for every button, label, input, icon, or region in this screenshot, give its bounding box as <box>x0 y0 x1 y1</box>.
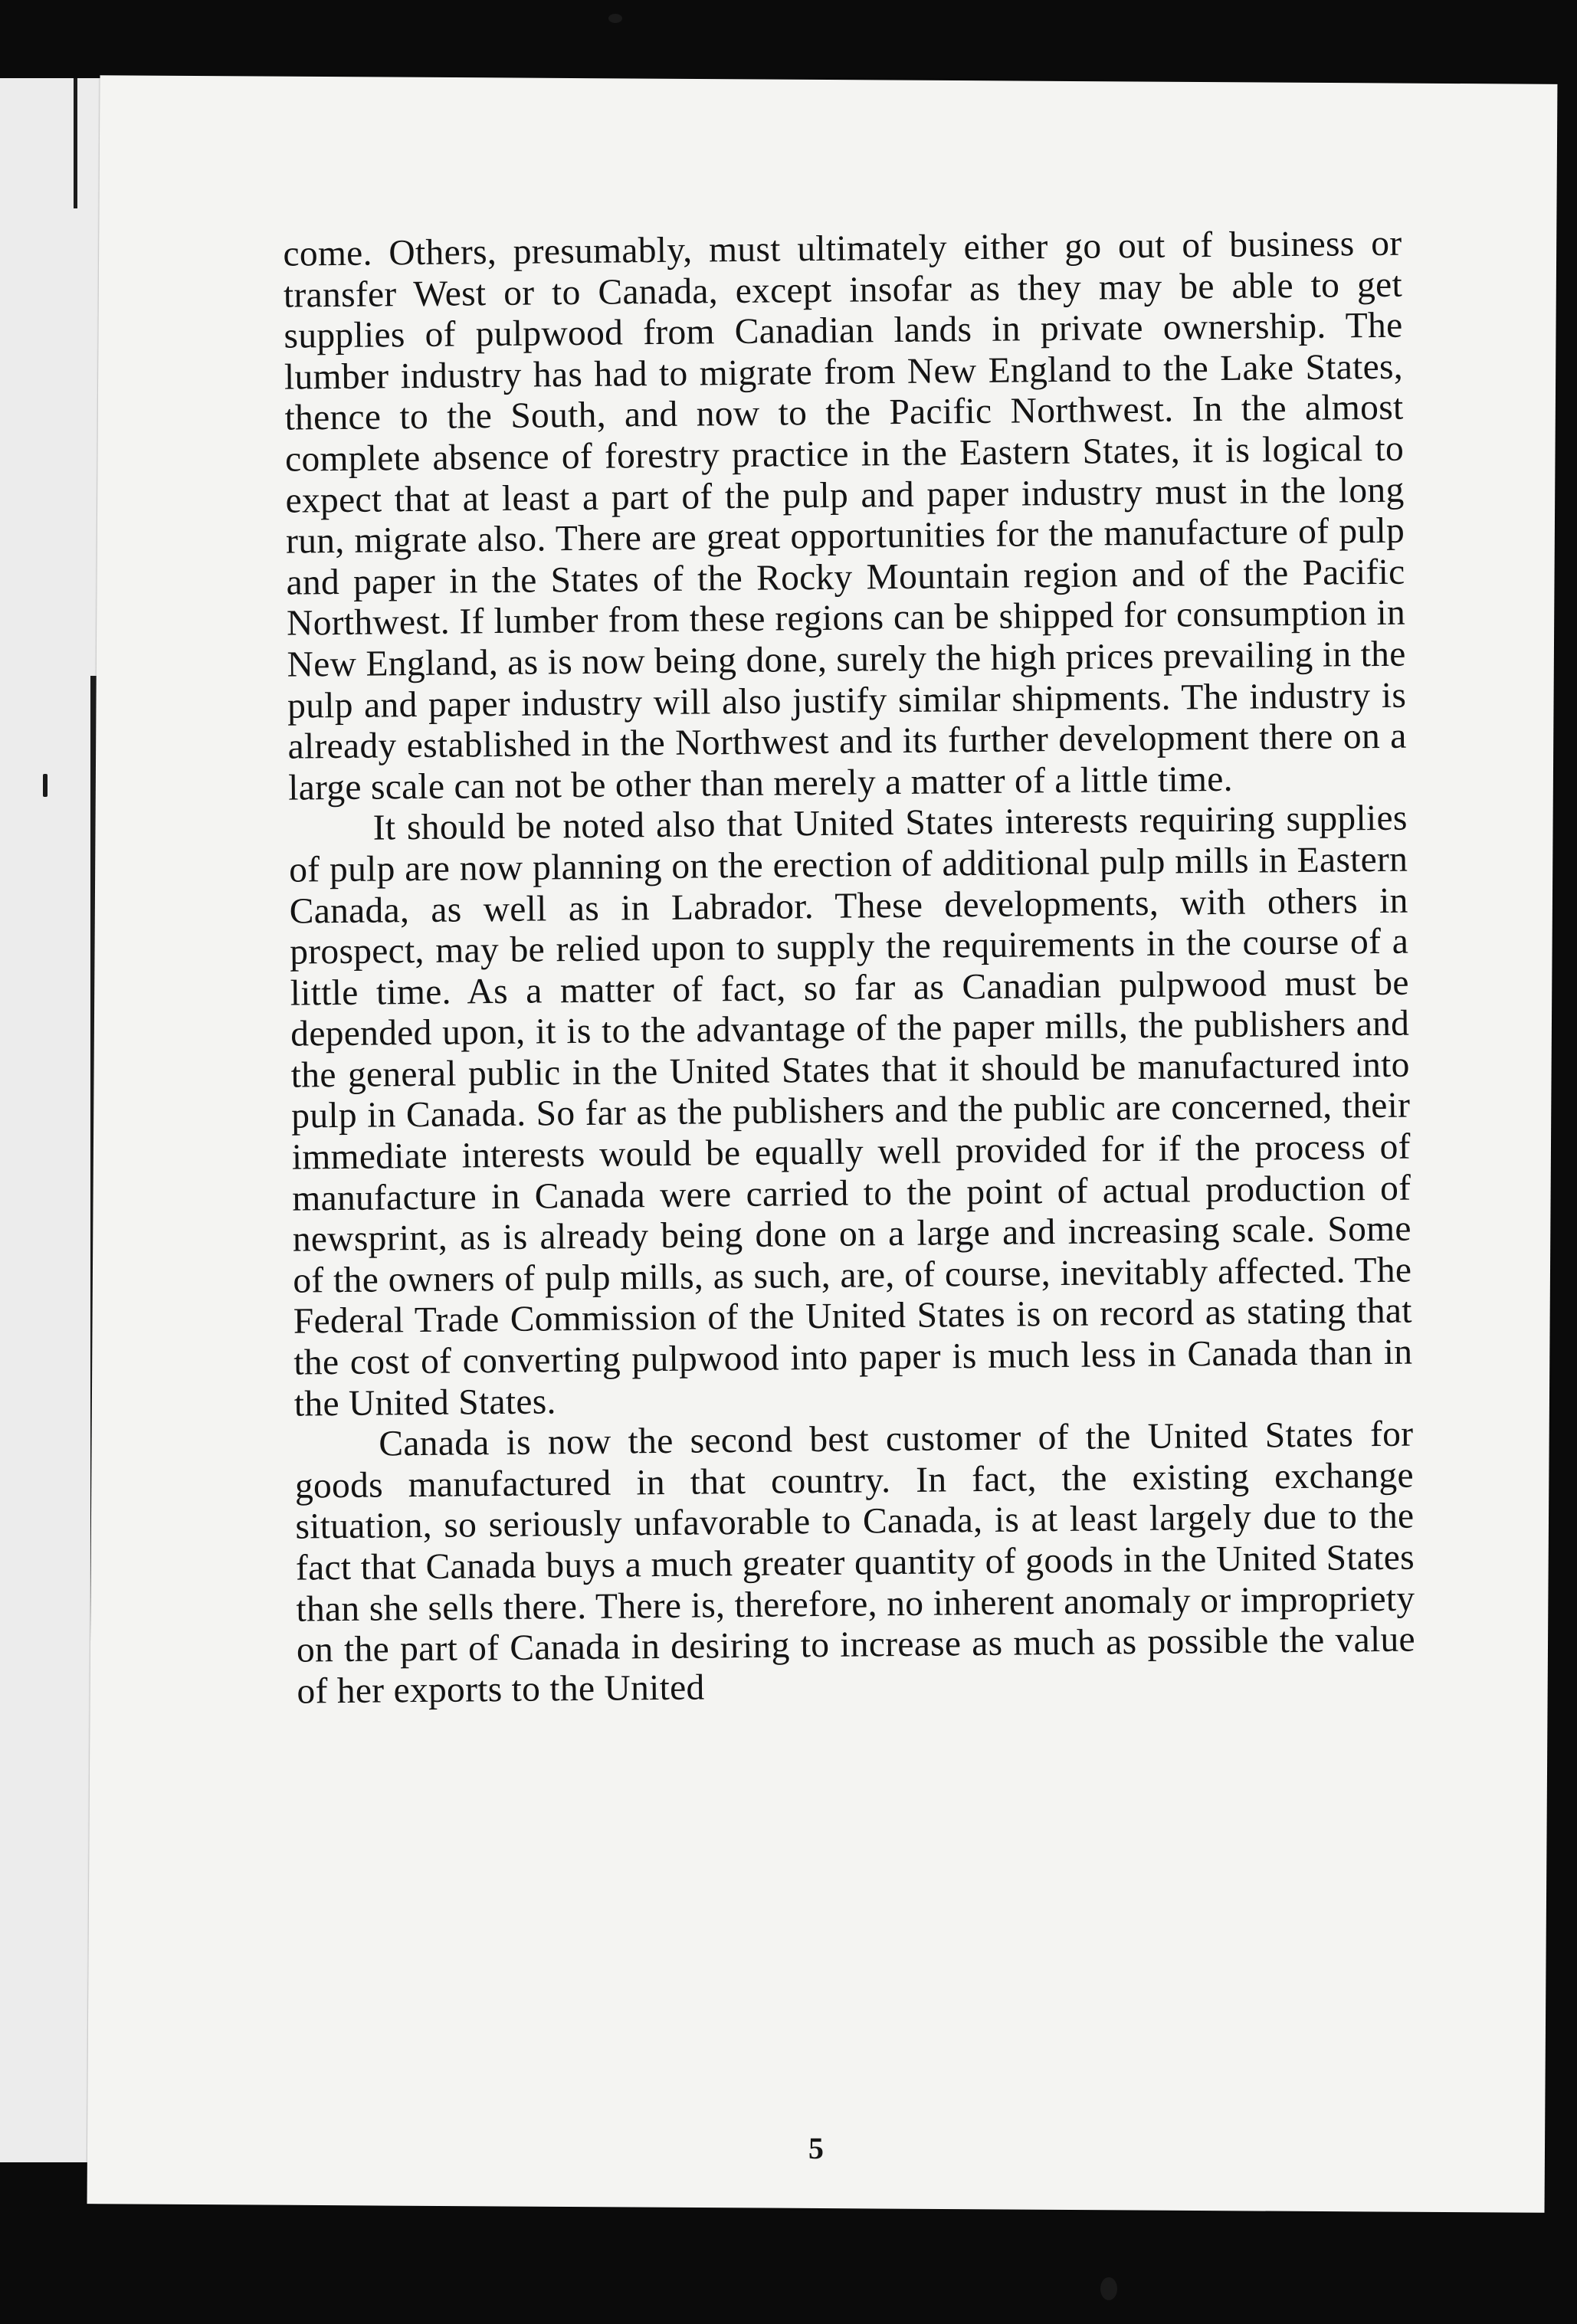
page-number: 5 <box>808 2130 825 2166</box>
scan-speck <box>43 774 48 797</box>
scan-speck <box>608 14 622 23</box>
document-page <box>87 75 1558 2213</box>
paragraph: come. Others, presumably, must ultimately either go out of business or transfer West or to Canada, except insofar as they may be able to get supplies of pulpwood from Canadian lands in private ownership. The lumber industry has had to migrate from New England to the Lake States, thence to the South, and now to the Pacific Northwest. In the almost complete absence of forestry practice in the Eastern States, it is logical to expect that at least a part of the pulp and paper industry must in the long run, migrate also. There are great opportunities for the manufacture of pulp and paper in the States of the Rocky Mountain region and of the Pacific Northwest. If lumber from these regions can be shipped for consumption in New England, as is now being done, surely the high prices prevailing in the pulp and paper industry will also justify similar shipments. The industry is already established in the Northwest and its further development there on a large scale can not be other than merely a matter of a little time. <box>283 223 1407 808</box>
paragraph: It should be noted also that United States interests requiring supplies of pulp are now planning on the erection of additional pulp mills in Eastern Canada, as well as in Labrador. These developments, with others in prospect, may be relied upon to supply the requirements in the course of a little time. As a matter of fact, so far as Canadian pulpwood must be depended upon, it is to the advantage of the paper mills, the publishers and the general public in the United States that it should be manufactured into pulp in Canada. So far as the publishers and the public are concerned, their immediate interests would be equally well provided for if the process of manufacture in Canada were carried to the point of actual production of newsprint, as is already being done on a large and increasing scale. Some of the owners of pulp mills, as such, are, of course, inevitably affected. The Federal Trade Commission of the United States is on record as stating that the cost of converting pulpwood into paper is much less in Canada than in the United States. <box>288 798 1413 1424</box>
body-text <box>283 224 1415 1713</box>
scan-speck <box>1100 2277 1117 2300</box>
margin-rule <box>74 78 77 208</box>
paragraph: Canada is now the second best customer of the United States for goods manufactured in that country. In fact, the existing exchange situation, so seriously unfavorable to Canada, is at least largely due to the fact that Canada buys a much greater quantity of goods in the United States than she sells there. There is, therefore, no inherent anomaly or impropriety on the part of Canada in desiring to increase as much as possible the value of her exports to the United <box>294 1414 1416 1712</box>
